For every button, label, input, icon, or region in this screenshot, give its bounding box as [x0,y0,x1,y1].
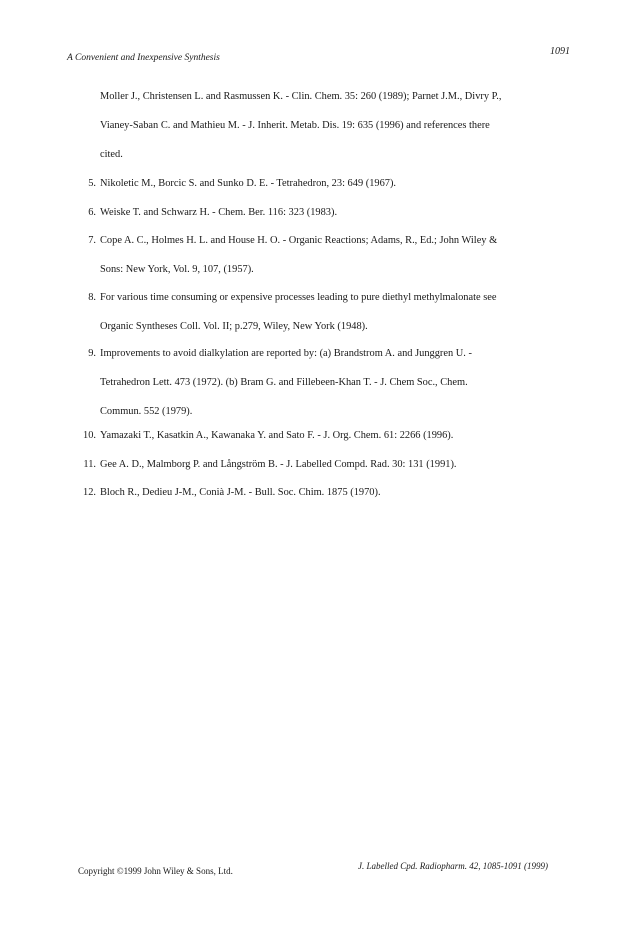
reference-number: 12. [83,487,96,498]
reference-text: Weiske T. and Schwarz H. - Chem. Ber. 116: 323 (1983). [100,207,338,218]
continuation-line-1: Moller J., Christensen L. and Rasmussen K. - Clin. Chem. 35: 260 (1989); Parnet J.M., Divry P., [100,91,502,102]
running-title: A Convenient and Inexpensive Synthesis [67,53,220,63]
reference-text: Bloch R., Dedieu J-M., Conià J-M. - Bull. Soc. Chim. 1875 (1970). [100,487,381,498]
reference-text: For various time consuming or expensive processes leading to pure diethyl methylmalonate see [100,292,497,303]
reference-text: Organic Syntheses Coll. Vol. II; p.279, Wiley, New York (1948). [100,321,368,332]
continuation-line-2: Vianey-Saban C. and Mathieu M. - J. Inherit. Metab. Dis. 19: 635 (1996) and references there [100,120,490,131]
page-number: 1091 [550,46,570,57]
reference-text: Commun. 552 (1979). [100,406,193,417]
reference-number: 10. [83,430,96,441]
continuation-line-3: cited. [100,149,123,160]
reference-text: Sons: New York, Vol. 9, 107, (1957). [100,264,254,275]
journal-citation-text: J. Labelled Cpd. Radiopharm. 42, 1085-1091 (1999) [358,861,548,871]
reference-text: Nikoletic M., Borcic S. and Sunko D. E. - Tetrahedron, 23: 649 (1967). [100,178,397,189]
reference-text: Improvements to avoid dialkylation are reported by: (a) Brandstrom A. and Junggren U. - [100,348,472,359]
copyright-notice: Copyright ©1999 John Wiley & Sons, Ltd. [78,866,233,876]
reference-text: Gee A. D., Malmborg P. and Långström B. - J. Labelled Compd. Rad. 30: 131 (1991). [100,459,457,470]
journal-citation [358,861,548,871]
reference-number: 7. [88,235,96,246]
reference-number: 11. [83,459,96,470]
reference-text: Yamazaki T., Kasatkin A., Kawanaka Y. and Sato F. - J. Org. Chem. 61: 2266 (1996). [100,430,454,441]
reference-number: 9. [88,348,96,359]
reference-number: 5. [88,178,96,189]
reference-number: 6. [88,207,96,218]
reference-text: Tetrahedron Lett. 473 (1972). (b) Bram G. and Fillebeen-Khan T. - J. Chem Soc., Chem. [100,377,468,388]
reference-number: 8. [88,292,96,303]
reference-text: Cope A. C., Holmes H. L. and House H. O. - Organic Reactions; Adams, R., Ed.; John Wiley & [100,235,498,246]
